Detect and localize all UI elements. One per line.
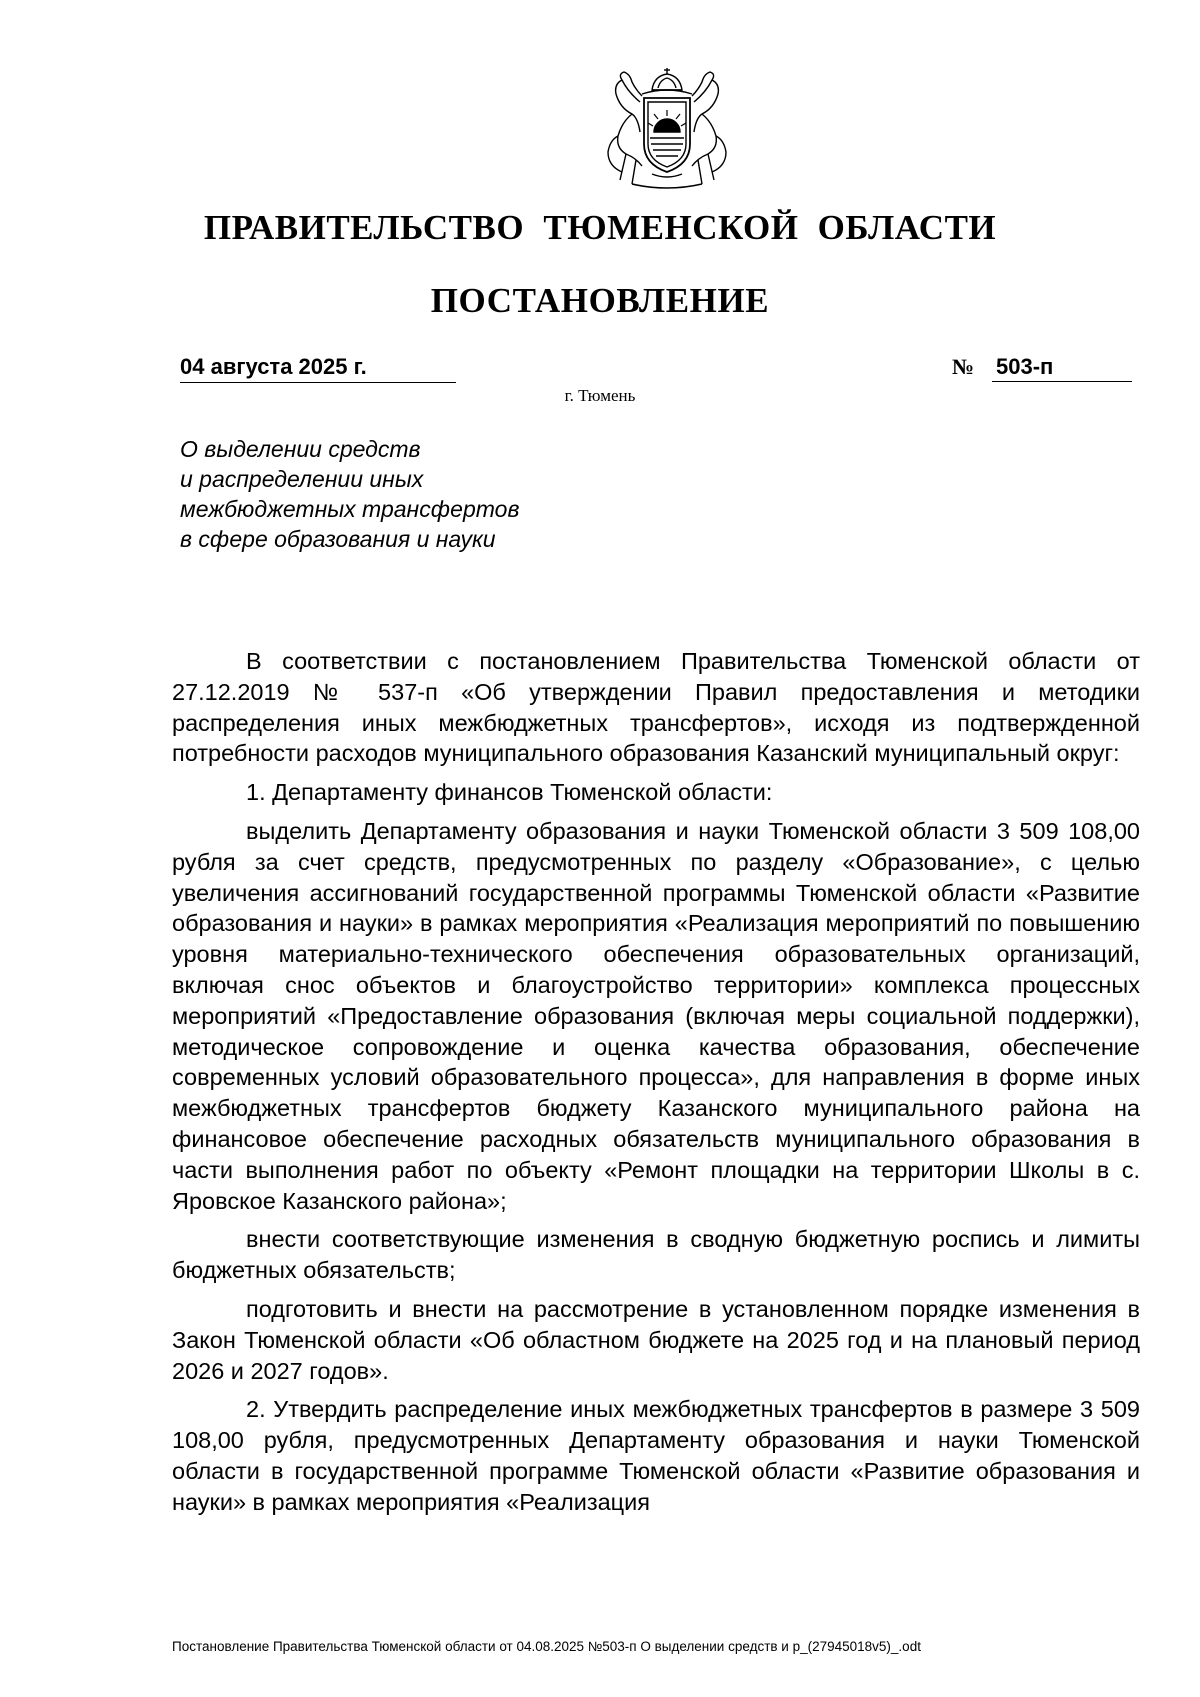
body-paragraph: внести соответствующие изменения в сводную бюджетную роспись и лимиты бюджетных обязательств; [172,1226,1140,1284]
subject-line: в сфере образования и науки [180,526,496,552]
subject-line: О выделении средств [180,436,421,462]
body-paragraph: 1. Департаменту финансов Тюменской области: [246,779,773,806]
subject-line: и распределении иных [180,466,424,492]
organization-title: ПРАВИТЕЛЬСТВО ТЮМЕНСКОЙ ОБЛАСТИ [203,208,997,247]
document-date [180,355,456,383]
subject-line: межбюджетных трансфертов [180,496,520,522]
coat-of-arms-icon [592,62,742,192]
number-underline [992,381,1132,382]
body-paragraph: выделить Департаменту образования и науки Тюменской области 3 509 108,00 рубля за счет средств, предусмотренных по разделу «Образование», с целью увеличения ассигнований государственной программы Тюменской области «Развитие образования и науки» в рамках мероприятия «Реализация мероприятий по повышению уровня материально-технического обеспечения образовательных организаций, включая снос объектов и благоустройство территории» комплекса процессных мероприятий «Предоставление образования (включая меры социальной поддержки), методическое сопровождение и оценка качества образования, обеспечение современных условий образовательного процесса», для направления в форме иных межбюджетных трансфертов бюджету Казанского муниципального района на финансовое обеспечение расходных обязательств муниципального образования в части выполнения работ по объекту «Ремонт площадки на территории Школы в с. Яровское Казанского района»; [172,817,1140,1214]
page-footer: Постановление Правительства Тюменской области от 04.08.2025 №503-п О выделении средств и р_(27945018v5)_.odt [172,1639,921,1654]
document-number [952,355,1132,382]
body-paragraph: 2. Утвердить распределение иных межбюджетных трансфертов в размере 3 509 108,00 рубля, предусмотренных Департаменту образования и науки Тюменской области в государственной программе Тюменской области «Развитие образования и науки» в рамках мероприятия «Реализация [172,1396,1140,1515]
number-sign: № [952,354,975,379]
document-city: г. Тюмень [564,386,636,405]
document-date-value: 04 августа 2025 г. [180,354,367,379]
document-number-value: 503-п [996,354,1054,379]
body-paragraph: подготовить и внести на рассмотрение в установленном порядке изменения в Закон Тюменской области «Об областном бюджете на 2025 год и на плановый период 2026 и 2027 годов». [172,1295,1140,1384]
document-subject [180,434,700,554]
body-paragraph: В соответствии с постановлением Правительства Тюменской области от 27.12.2019 № 537-п «Об утверждении Правил предоставления и методики распределения иных межбюджетных трансфертов», исходя из подтвержденной потребности расходов муниципального образования Казанский муниципальный округ: [172,648,1140,767]
document-body [172,646,1140,1526]
document-type-title: ПОСТАНОВЛЕНИЕ [430,281,770,320]
